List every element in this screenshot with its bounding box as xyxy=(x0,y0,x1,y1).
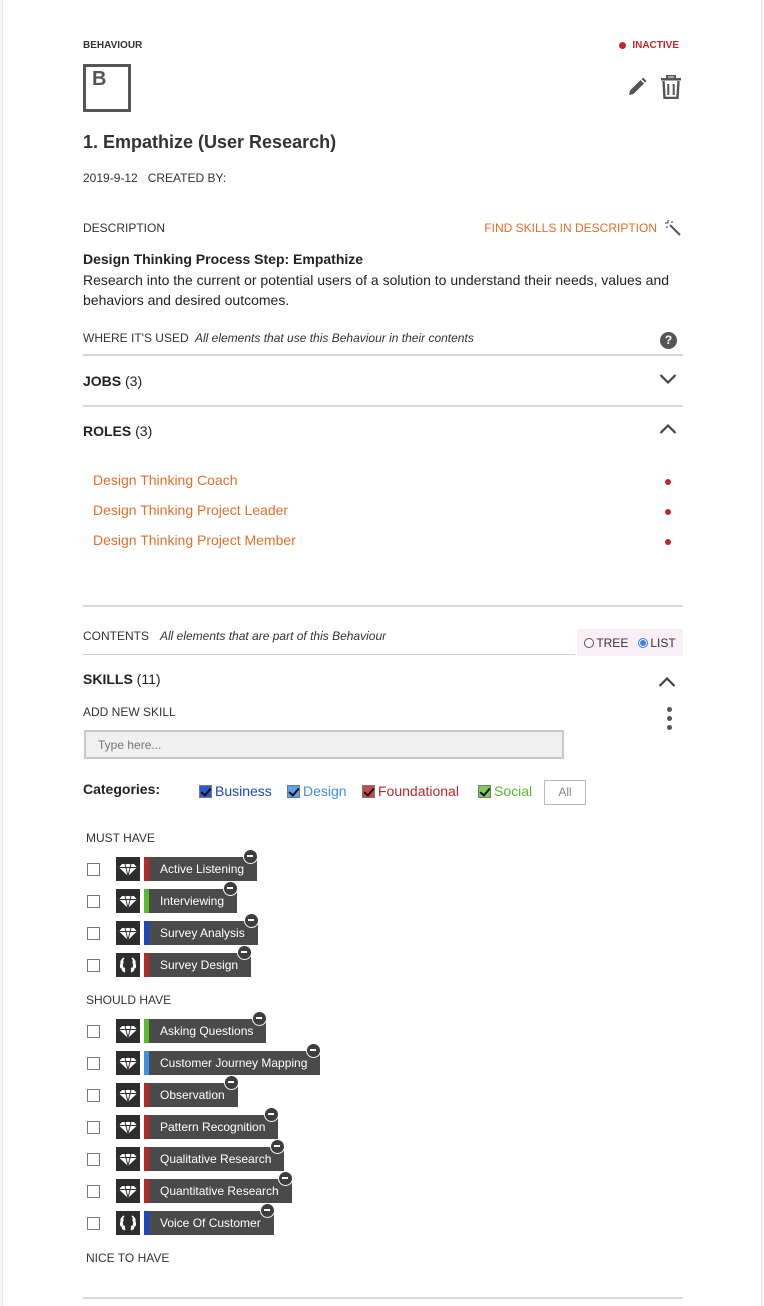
category-name: Design xyxy=(303,783,347,799)
diamond-icon xyxy=(116,889,140,913)
checkbox-checked-icon xyxy=(287,785,300,798)
description-body: Research into the current or potential users of a solution to understand their needs, values and behaviors and desired outcomes. xyxy=(83,272,670,308)
list-view-radio[interactable] xyxy=(638,636,675,650)
skill-select-checkbox[interactable] xyxy=(87,863,100,876)
roles-accordion[interactable] xyxy=(83,407,683,457)
skill-tag[interactable]: Observation xyxy=(149,1083,238,1107)
skill-tag[interactable]: Active Listening xyxy=(149,857,257,881)
created-by-label: CREATED BY: xyxy=(147,171,227,185)
category-filter-design[interactable] xyxy=(287,783,347,799)
role-item[interactable] xyxy=(93,532,683,548)
tree-view-label: TREE xyxy=(596,635,629,650)
skill-select-checkbox[interactable] xyxy=(87,1153,100,1166)
remove-skill-icon[interactable] xyxy=(243,849,258,864)
badge-letter: B xyxy=(92,68,107,90)
jobs-accordion[interactable] xyxy=(83,357,683,407)
behaviour-badge xyxy=(83,64,131,112)
role-item[interactable] xyxy=(93,502,683,518)
radio-off-icon xyxy=(584,638,594,648)
category-name: Foundational xyxy=(378,783,459,799)
diamond-icon xyxy=(116,1115,140,1139)
diamond-icon xyxy=(116,1179,140,1203)
skill-select-checkbox[interactable] xyxy=(87,1057,100,1070)
jobs-header xyxy=(83,373,142,389)
group-label-nice-to-have: NICE TO HAVE xyxy=(86,1251,170,1265)
add-skill-label: ADD NEW SKILL xyxy=(83,705,176,719)
remove-skill-icon[interactable] xyxy=(244,913,259,928)
skill-tag[interactable]: Survey Design xyxy=(149,953,251,977)
skill-tag[interactable]: Qualitative Research xyxy=(149,1147,284,1171)
contents-header xyxy=(83,628,575,655)
diamond-icon xyxy=(116,1083,140,1107)
find-skills-label: FIND SKILLS IN DESCRIPTION xyxy=(484,221,657,235)
remove-skill-icon[interactable] xyxy=(223,881,238,896)
skills-header[interactable] xyxy=(83,671,161,687)
remove-skill-icon[interactable] xyxy=(237,945,252,960)
skill-select-checkbox[interactable] xyxy=(87,1217,100,1230)
edit-button[interactable] xyxy=(627,77,647,102)
find-skills-link[interactable] xyxy=(484,220,681,236)
group-label-should-have: SHOULD HAVE xyxy=(86,993,172,1007)
skill-select-checkbox[interactable] xyxy=(87,1121,100,1134)
role-name: Design Thinking Project Leader xyxy=(93,502,289,518)
category-name: Business xyxy=(215,783,272,799)
skills-label: SKILLS xyxy=(83,671,133,687)
skill-tag[interactable]: Survey Analysis xyxy=(149,921,258,945)
laurel-icon xyxy=(116,953,140,977)
page-title: 1. Empathize (User Research) xyxy=(83,132,337,152)
skill-tag[interactable]: Interviewing xyxy=(149,889,237,913)
remove-skill-icon[interactable] xyxy=(270,1139,285,1154)
roles-count: (3) xyxy=(135,423,153,439)
role-item[interactable] xyxy=(93,472,683,488)
roles-header xyxy=(83,423,152,439)
remove-skill-icon[interactable] xyxy=(306,1043,321,1058)
checkbox-checked-icon xyxy=(199,785,212,798)
category-filter-foundational[interactable] xyxy=(362,783,459,799)
skill-select-checkbox[interactable] xyxy=(87,1185,100,1198)
pencil-icon xyxy=(627,77,647,97)
meta-row xyxy=(83,171,226,185)
created-date: 2019-9-12 xyxy=(83,171,138,185)
section-divider xyxy=(83,605,683,607)
diamond-icon xyxy=(116,1019,140,1043)
remove-skill-icon[interactable] xyxy=(260,1203,275,1218)
radio-on-icon xyxy=(638,638,648,648)
where-used-header xyxy=(83,330,683,356)
category-filter-social[interactable] xyxy=(478,783,532,799)
view-toggle xyxy=(577,629,683,656)
chevron-down-icon xyxy=(659,373,677,385)
remove-skill-icon[interactable] xyxy=(224,1075,239,1090)
contents-hint: All elements that are part of this Behaviour xyxy=(160,629,387,643)
diamond-icon xyxy=(116,1051,140,1075)
skill-tag[interactable]: Voice Of Customer xyxy=(149,1211,274,1235)
group-label-must-have: MUST HAVE xyxy=(86,831,155,845)
list-view-label: LIST xyxy=(650,635,676,650)
categories-label: Categories: xyxy=(83,781,161,797)
more-options-button[interactable] xyxy=(663,707,675,733)
where-used-hint: All elements that use this Behaviour in their contents xyxy=(195,331,474,345)
magic-wand-icon xyxy=(665,220,681,236)
chevron-up-icon xyxy=(658,676,676,688)
remove-skill-icon[interactable] xyxy=(264,1107,279,1122)
status-dot-icon xyxy=(665,509,671,515)
laurel-icon xyxy=(116,1211,140,1235)
remove-skill-icon[interactable] xyxy=(252,1011,267,1026)
checkbox-checked-icon xyxy=(362,785,375,798)
section-divider xyxy=(83,1297,683,1299)
kebab-dot-icon xyxy=(667,707,672,712)
skill-select-checkbox[interactable] xyxy=(87,927,100,940)
remove-skill-icon[interactable] xyxy=(278,1171,293,1186)
all-categories-button[interactable]: All xyxy=(544,780,586,805)
category-name: Social xyxy=(494,783,533,799)
kebab-dot-icon xyxy=(667,716,672,721)
delete-button[interactable] xyxy=(660,75,682,104)
add-skill-input[interactable] xyxy=(84,730,564,759)
checkbox-checked-icon xyxy=(478,785,491,798)
roles-label: ROLES xyxy=(83,423,132,439)
jobs-count: (3) xyxy=(125,373,143,389)
diamond-icon xyxy=(116,921,140,945)
skill-select-checkbox[interactable] xyxy=(87,1089,100,1102)
diamond-icon xyxy=(116,857,140,881)
jobs-label: JOBS xyxy=(83,373,122,389)
category-filter-business[interactable] xyxy=(199,783,272,799)
chevron-up-icon xyxy=(659,423,677,435)
status-dot-icon xyxy=(619,42,626,49)
description-label: DESCRIPTION xyxy=(83,221,166,235)
skill-select-checkbox[interactable] xyxy=(87,959,100,972)
behaviour-detail-panel xyxy=(2,0,762,1306)
where-used-label: WHERE IT'S USED xyxy=(83,331,189,345)
contents-label: CONTENTS xyxy=(83,629,149,643)
diamond-icon xyxy=(116,1147,140,1171)
skill-select-checkbox[interactable] xyxy=(87,895,100,908)
help-icon[interactable]: ? xyxy=(660,332,677,349)
skill-select-checkbox[interactable] xyxy=(87,1025,100,1038)
status-dot-icon xyxy=(665,479,671,485)
description-heading: Design Thinking Process Step: Empathize xyxy=(83,251,364,267)
status-badge xyxy=(619,40,679,51)
skill-tag[interactable]: Asking Questions xyxy=(149,1019,266,1043)
status-text: INACTIVE xyxy=(632,40,679,51)
skill-tag[interactable]: Quantitative Research xyxy=(149,1179,292,1203)
role-name: Design Thinking Project Member xyxy=(93,532,296,548)
skill-tag[interactable]: Customer Journey Mapping xyxy=(149,1051,320,1075)
status-dot-icon xyxy=(665,539,671,545)
skills-collapse-button[interactable] xyxy=(658,675,676,693)
kebab-dot-icon xyxy=(667,725,672,730)
skills-count: (11) xyxy=(136,671,161,687)
role-name: Design Thinking Coach xyxy=(93,472,238,488)
tree-view-radio[interactable] xyxy=(584,636,628,650)
trash-icon xyxy=(660,75,682,99)
element-type-label: BEHAVIOUR xyxy=(83,40,143,51)
skill-tag[interactable]: Pattern Recognition xyxy=(149,1115,278,1139)
